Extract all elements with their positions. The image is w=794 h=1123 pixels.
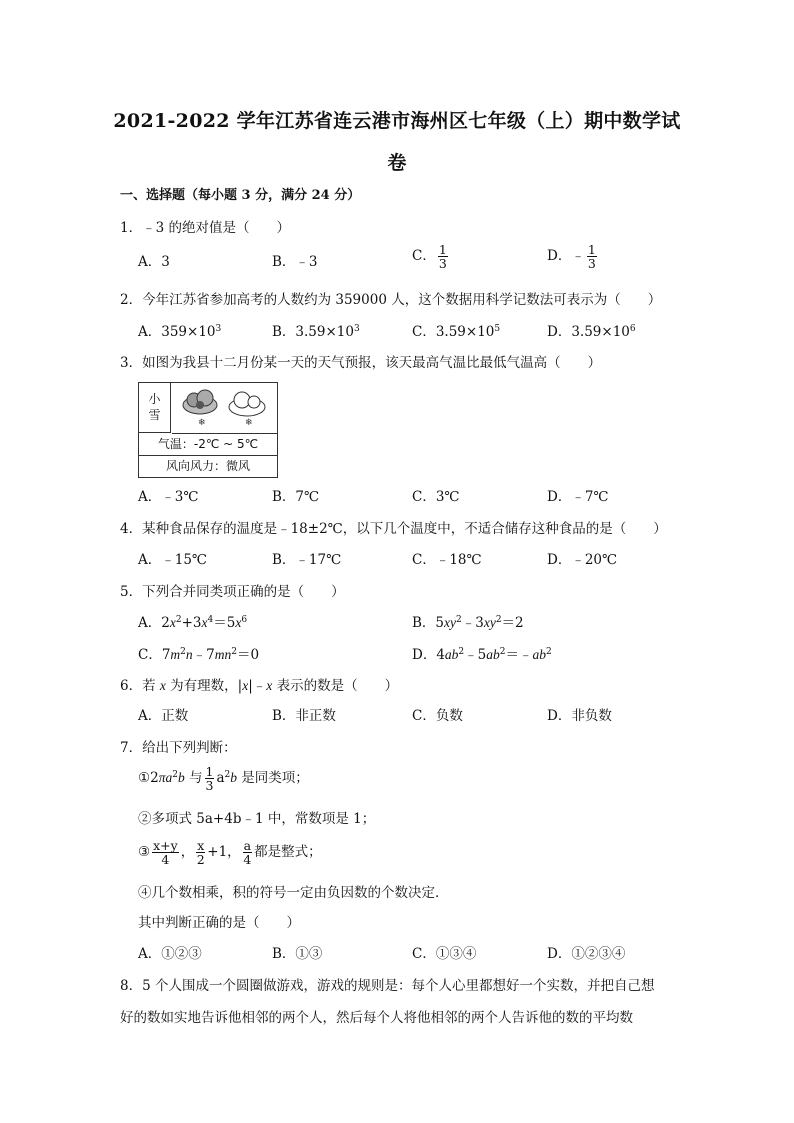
q1-option-d: D．﹣ $\frac{1}{3}$ — [547, 242, 596, 272]
q3-option-d: D．﹣7℃ — [547, 489, 609, 505]
page-title: 2021-2022 学年江苏省连云港市海州区七年级（上）期中数学试 — [113, 110, 681, 132]
question-8-line-2: 好的数如实地告诉他相邻的两个人，然后每个人将他相邻的两个人告诉他的数的平均数 — [120, 1010, 633, 1026]
q7-statement-2: ②多项式 5a+4b﹣1 中，常数项是 1； — [138, 811, 376, 827]
q3-option-c: C．3℃ — [412, 489, 460, 505]
q4-option-c: C．﹣18℃ — [412, 552, 482, 568]
question-4-stem: 4．某种食品保存的温度是﹣18±2℃，以下几个温度中，不适合储存这种食品的是（ ） — [120, 521, 667, 537]
weather-temperature: 气温：-2℃ ~ 5℃ — [139, 434, 277, 456]
q4-option-a: A．﹣15℃ — [138, 552, 208, 568]
question-8-line-1: 8．5 个人围成一个圆圈做游戏，游戏的规则是：每个人心里都想好一个实数，并把自己想 — [120, 978, 655, 994]
q3-option-b: B．7℃ — [272, 489, 320, 505]
q7-option-b: B．①③ — [272, 946, 323, 962]
q2-option-c: C．$3.59\times 10^5$ — [412, 324, 501, 340]
weather-forecast-box — [138, 382, 278, 478]
q6-option-d: D．非负数 — [547, 708, 612, 724]
q6-option-b: B．非正数 — [272, 708, 336, 724]
q3-option-a: A．﹣3℃ — [138, 489, 199, 505]
fraction: $\frac{1}{3}$ — [438, 242, 447, 272]
snow-cloud-icon — [172, 383, 277, 433]
q7-option-c: C．①③④ — [412, 946, 477, 962]
q5-option-d: D．$4ab^2﹣5ab^2=﹣ab^2$ — [412, 647, 552, 663]
q2-option-b: B．$3.59\times 10^3$ — [272, 324, 360, 340]
q5-option-a: A．$2x^2+3x^4=5x^6$ — [138, 615, 248, 631]
weather-label: 小 雪 — [139, 383, 171, 433]
q6-option-c: C．负数 — [412, 708, 463, 724]
q7-ask: 其中判断正确的是（ ） — [138, 915, 300, 931]
q7-statement-4: ④几个数相乘，积的符号一定由负因数的个数决定． — [138, 885, 449, 901]
q2-option-a: A．$359\times 10^3$ — [138, 324, 222, 340]
q1-option-c: C． $\frac{1}{3}$ — [412, 242, 447, 272]
q7-option-a: A．①②③ — [138, 946, 202, 962]
fraction: $\frac{1}{3}$ — [587, 242, 596, 272]
q5-option-b: B．$5xy^2﹣3xy^2=2$ — [412, 615, 524, 631]
section-heading: 一、选择题（每小题 3 分，满分 24 分） — [120, 188, 361, 203]
svg-text:❄: ❄ — [198, 418, 206, 428]
weather-wind: 风向风力：微风 — [165, 459, 250, 473]
weather-icons — [172, 383, 277, 434]
question-6-stem: 6．若 x 为有理数，|x|﹣x 表示的数是（ ） — [120, 678, 399, 694]
q6-option-a: A．正数 — [138, 708, 189, 724]
q1-option-b: B．﹣3 — [272, 254, 318, 270]
question-2-stem: 2．今年江苏省参加高考的人数约为 359000 人，这个数据用科学记数法可表示为（ ） — [120, 292, 662, 308]
q7-statement-3: ③ $\frac{x+y}{4}$ ， $\frac{x}{2}$ +1， $\frac{a}{4}$ 都是整式； — [138, 838, 322, 868]
q1-option-a: A．3 — [138, 254, 170, 270]
question-5-stem: 5．下列合并同类项正确的是（ ） — [120, 584, 345, 600]
svg-text:❄: ❄ — [245, 418, 253, 428]
q4-option-d: D．﹣20℃ — [547, 552, 618, 568]
page-title-continued: 卷 — [387, 152, 407, 174]
q7-option-d: D．①②③④ — [547, 946, 626, 962]
q2-option-d: D．$3.59\times 10^6$ — [547, 324, 636, 340]
q4-option-b: B．﹣17℃ — [272, 552, 342, 568]
q5-option-c: C．$7m^2n﹣7mn^2=0$ — [138, 647, 260, 663]
question-1-stem: 1．﹣3 的绝对值是（ ） — [120, 220, 290, 236]
q7-statement-1: $①2\pi a^2b$ 与 $\frac{1}{3}$ $a^2b$ 是同类项； — [138, 764, 309, 794]
question-7-stem: 7．给出下列判断： — [120, 740, 237, 756]
question-3-stem: 3．如图为我县十二月份某一天的天气预报，该天最高气温比最低气温高（ ） — [120, 355, 602, 371]
